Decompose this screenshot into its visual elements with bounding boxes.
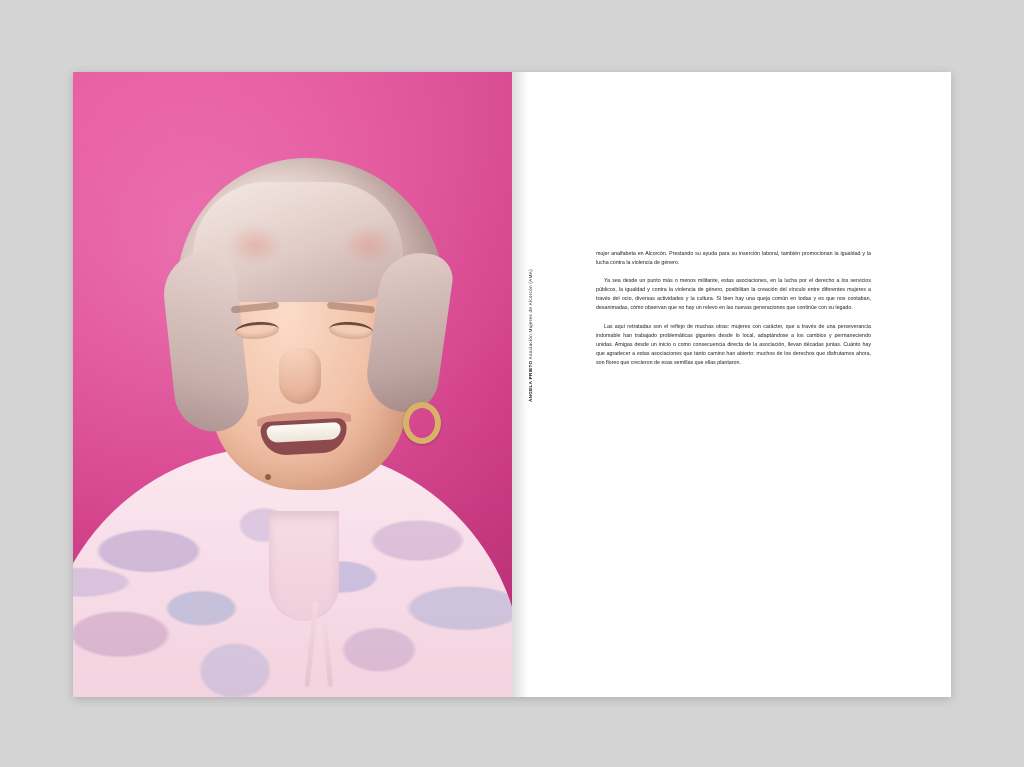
earring bbox=[403, 402, 441, 444]
body-text-column bbox=[596, 250, 871, 377]
paragraph-2: Ya sea desde un punto más o menos militante, estas asociaciones, en la lucha por el derecho a los servicios públicos, la igualdad y contra la violencia de género, posibilitan la creación del vínculo entre diferentes mujeres a través del ocio, diversas actividades y la cultura. Si bien hay una queja común en todas y es que nos contaban, desanimadas, cómo observan que no hay un relevo en las nuevas generaciones que continúe con su legado. bbox=[596, 278, 871, 312]
cheek-left bbox=[227, 224, 283, 266]
nose bbox=[279, 348, 321, 404]
mole bbox=[265, 474, 271, 480]
right-page bbox=[512, 72, 951, 697]
portrait-photograph bbox=[73, 72, 512, 697]
left-page bbox=[73, 72, 512, 697]
credit-name: ÁNGELA PRIETO bbox=[528, 360, 533, 402]
blouse-neckline bbox=[269, 511, 339, 621]
gutter-shadow bbox=[512, 72, 528, 697]
portrait-subject bbox=[73, 72, 512, 697]
paragraph-3: Las aquí retratadas son el reflejo de muchas otras: mujeres con carácter, que a través de una perseverancia indomable han trabajado problemáticas gigantes desde lo local, adaptándose a los cambios y permaneciendo unidas. Amigas desde un inicio o como consecuencia directa de la asociación, llevan décadas juntas. Cuánto hay que agradecer a estas asociaciones que tanto camino han abierto: muchos de los derechos que disfrutamos ahora, son flores que crecieron de esas semillas que ellas plantaron. bbox=[596, 323, 871, 366]
book-spread bbox=[73, 72, 951, 697]
cheek-right bbox=[341, 224, 397, 266]
paragraph-1: mujer analfabeta en Alcorcón. Prestando su ayuda para su inserción laboral, también promocionan la igualdad y la lucha contra la violencia de género. bbox=[596, 251, 871, 267]
teeth bbox=[266, 422, 341, 443]
vertical-photo-credit bbox=[528, 269, 533, 402]
credit-organization: Asociación Mujeres de Alcorcón (AMA) bbox=[528, 269, 533, 360]
